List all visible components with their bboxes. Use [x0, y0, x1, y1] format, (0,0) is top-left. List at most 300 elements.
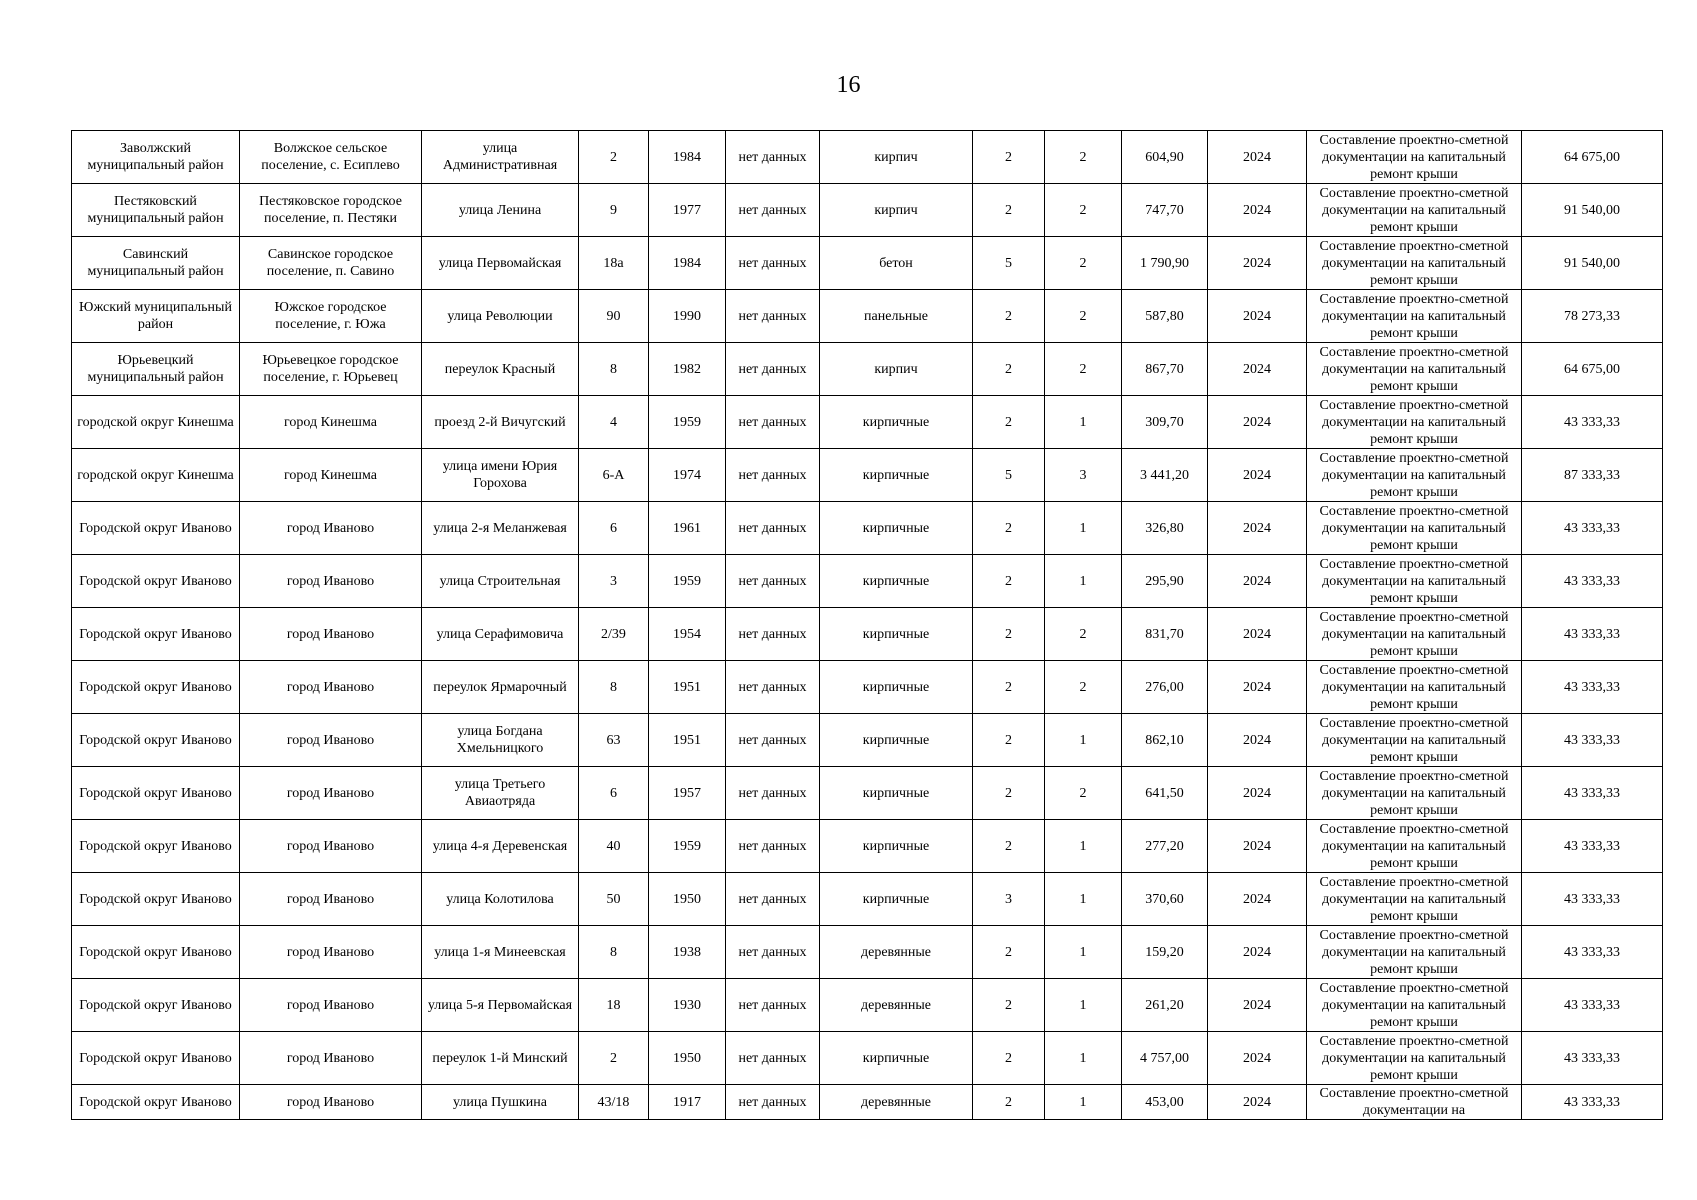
entrances-cell	[1045, 1032, 1122, 1085]
cost-cell	[1522, 555, 1663, 608]
settlement-cell-text: город Иваново	[286, 573, 375, 589]
cost-cell-text: 91 540,00	[1564, 202, 1620, 218]
floors-cell	[973, 1032, 1045, 1085]
wall-material-cell	[820, 714, 973, 767]
plan-year-cell	[1208, 343, 1307, 396]
work-type-cell-text: Составление проектно-сметной документации на капитальный ремонт крыши	[1319, 821, 1509, 871]
street-cell	[422, 131, 579, 184]
table-row	[72, 502, 1663, 555]
entrances-cell-text: 1	[1079, 732, 1087, 748]
extra-info-cell-text: нет данных	[738, 1050, 807, 1066]
house-number-cell	[579, 926, 649, 979]
street-cell	[422, 926, 579, 979]
wall-material-cell	[820, 979, 973, 1032]
municipality-cell	[72, 926, 240, 979]
entrances-cell	[1045, 396, 1122, 449]
plan-year-cell-text: 2024	[1243, 202, 1271, 218]
settlement-cell-text: город Иваново	[286, 732, 375, 748]
build-year-cell-text: 1984	[673, 255, 701, 271]
house-number-cell	[579, 873, 649, 926]
area-cell-text: 641,50	[1145, 785, 1184, 801]
street-cell-text: переулок Ярмарочный	[433, 679, 567, 695]
build-year-cell-text: 1951	[673, 679, 701, 695]
build-year-cell	[649, 661, 726, 714]
extra-info-cell-text: нет данных	[738, 679, 807, 695]
area-cell-text: 831,70	[1145, 626, 1184, 642]
wall-material-cell-text: кирпичные	[862, 467, 930, 483]
area-cell	[1122, 237, 1208, 290]
floors-cell	[973, 661, 1045, 714]
house-number-cell-text: 43/18	[597, 1094, 630, 1110]
cost-cell-text: 43 333,33	[1564, 626, 1620, 642]
area-cell	[1122, 767, 1208, 820]
area-cell	[1122, 555, 1208, 608]
house-number-cell-text: 90	[606, 308, 621, 324]
house-number-cell	[579, 131, 649, 184]
extra-info-cell	[726, 661, 820, 714]
floors-cell-text: 2	[1005, 573, 1012, 589]
plan-year-cell-text: 2024	[1243, 785, 1271, 801]
street-cell-text: улица Третьего Авиаотряда	[454, 777, 546, 809]
cost-cell-text: 64 675,00	[1564, 149, 1620, 165]
plan-year-cell	[1208, 237, 1307, 290]
wall-material-cell	[820, 661, 973, 714]
plan-year-cell	[1208, 767, 1307, 820]
build-year-cell-text: 1917	[673, 1094, 701, 1110]
floors-cell-text: 2	[1005, 785, 1012, 801]
house-number-cell	[579, 290, 649, 343]
extra-info-cell	[726, 608, 820, 661]
street-cell-text: улица Революции	[447, 308, 553, 324]
build-year-cell	[649, 555, 726, 608]
cost-cell	[1522, 714, 1663, 767]
settlement-cell-text: город Кинешма	[284, 414, 377, 430]
table-row	[72, 767, 1663, 820]
street-cell-text: проезд 2-й Вичугский	[434, 414, 566, 430]
entrances-cell-text: 1	[1079, 997, 1087, 1013]
wall-material-cell-text: кирпичные	[862, 1050, 930, 1066]
work-type-cell	[1307, 502, 1522, 555]
settlement-cell-text: Южское городское поселение, г. Южа	[274, 300, 387, 332]
plan-year-cell-text: 2024	[1243, 997, 1271, 1013]
extra-info-cell-text: нет данных	[738, 838, 807, 854]
municipality-cell	[72, 979, 240, 1032]
table-row	[72, 926, 1663, 979]
plan-year-cell	[1208, 555, 1307, 608]
wall-material-cell	[820, 290, 973, 343]
cost-cell	[1522, 767, 1663, 820]
cost-cell-text: 43 333,33	[1564, 679, 1620, 695]
entrances-cell	[1045, 502, 1122, 555]
build-year-cell-text: 1982	[673, 361, 701, 377]
plan-year-cell	[1208, 1032, 1307, 1085]
municipality-cell-text: Городской округ Иваново	[79, 732, 232, 748]
table-row	[72, 343, 1663, 396]
house-number-cell-text: 9	[610, 202, 617, 218]
wall-material-cell	[820, 502, 973, 555]
area-cell	[1122, 979, 1208, 1032]
cost-cell	[1522, 1085, 1663, 1120]
municipality-cell-text: Городской округ Иваново	[79, 520, 232, 536]
cost-cell	[1522, 449, 1663, 502]
table-row	[72, 396, 1663, 449]
settlement-cell	[240, 555, 422, 608]
entrances-cell-text: 1	[1079, 838, 1087, 854]
wall-material-cell-text: панельные	[864, 308, 928, 324]
house-number-cell-text: 63	[606, 732, 621, 748]
entrances-cell-text: 1	[1079, 520, 1087, 536]
floors-cell	[973, 1085, 1045, 1120]
extra-info-cell	[726, 1085, 820, 1120]
street-cell	[422, 502, 579, 555]
settlement-cell-text: город Иваново	[286, 1050, 375, 1066]
area-cell-text: 159,20	[1145, 944, 1184, 960]
plan-year-cell-text: 2024	[1243, 1050, 1271, 1066]
floors-cell-text: 2	[1005, 308, 1012, 324]
floors-cell	[973, 237, 1045, 290]
cost-cell	[1522, 184, 1663, 237]
cost-cell-text: 43 333,33	[1564, 1094, 1620, 1110]
municipality-cell-text: Городской округ Иваново	[79, 1094, 232, 1110]
floors-cell-text: 2	[1005, 1094, 1012, 1110]
area-cell-text: 4 757,00	[1140, 1050, 1189, 1066]
extra-info-cell-text: нет данных	[738, 149, 807, 165]
house-number-cell	[579, 502, 649, 555]
capital-repair-table	[71, 130, 1663, 1120]
build-year-cell	[649, 1085, 726, 1120]
wall-material-cell	[820, 555, 973, 608]
municipality-cell-text: Городской округ Иваново	[79, 573, 232, 589]
build-year-cell-text: 1974	[673, 467, 701, 483]
house-number-cell	[579, 449, 649, 502]
house-number-cell	[579, 714, 649, 767]
build-year-cell	[649, 926, 726, 979]
entrances-cell	[1045, 926, 1122, 979]
street-cell-text: улица Административная	[442, 141, 558, 173]
extra-info-cell-text: нет данных	[738, 202, 807, 218]
build-year-cell	[649, 1032, 726, 1085]
settlement-cell-text: город Иваново	[286, 785, 375, 801]
cost-cell	[1522, 926, 1663, 979]
plan-year-cell-text: 2024	[1243, 732, 1271, 748]
entrances-cell	[1045, 1085, 1122, 1120]
extra-info-cell-text: нет данных	[738, 255, 807, 271]
settlement-cell	[240, 131, 422, 184]
cost-cell	[1522, 608, 1663, 661]
build-year-cell	[649, 184, 726, 237]
work-type-cell	[1307, 555, 1522, 608]
wall-material-cell-text: кирпичные	[862, 679, 930, 695]
settlement-cell-text: город Иваново	[286, 520, 375, 536]
entrances-cell-text: 2	[1079, 626, 1087, 642]
settlement-cell	[240, 767, 422, 820]
floors-cell-text: 2	[1005, 414, 1012, 430]
entrances-cell-text: 1	[1079, 414, 1087, 430]
build-year-cell	[649, 502, 726, 555]
work-type-cell-text: Составление проектно-сметной документации на капитальный ремонт крыши	[1319, 503, 1509, 553]
cost-cell-text: 43 333,33	[1564, 414, 1620, 430]
street-cell-text: улица 2-я Меланжевая	[433, 520, 567, 536]
municipality-cell	[72, 1032, 240, 1085]
work-type-cell-text: Составление проектно-сметной документации на капитальный ремонт крыши	[1319, 397, 1509, 447]
entrances-cell-text: 1	[1079, 573, 1087, 589]
wall-material-cell	[820, 396, 973, 449]
area-cell	[1122, 184, 1208, 237]
street-cell-text: улица Первомайская	[438, 255, 562, 271]
entrances-cell	[1045, 184, 1122, 237]
plan-year-cell	[1208, 926, 1307, 979]
area-cell	[1122, 502, 1208, 555]
street-cell-text: улица 1-я Минеевская	[434, 944, 566, 960]
settlement-cell-text: Волжское сельское поселение, с. Есиплево	[261, 141, 400, 173]
wall-material-cell-text: кирпичные	[862, 414, 930, 430]
wall-material-cell	[820, 343, 973, 396]
settlement-cell-text: город Иваново	[286, 944, 375, 960]
area-cell-text: 295,90	[1145, 573, 1184, 589]
plan-year-cell	[1208, 1085, 1307, 1120]
work-type-cell-text: Составление проектно-сметной документации на капитальный ремонт крыши	[1319, 132, 1509, 182]
street-cell	[422, 979, 579, 1032]
wall-material-cell	[820, 184, 973, 237]
extra-info-cell-text: нет данных	[738, 891, 807, 907]
table-row	[72, 873, 1663, 926]
table-row	[72, 290, 1663, 343]
work-type-cell-text: Составление проектно-сметной документации на капитальный ремонт крыши	[1319, 715, 1509, 765]
municipality-cell	[72, 555, 240, 608]
house-number-cell	[579, 661, 649, 714]
work-type-cell	[1307, 184, 1522, 237]
build-year-cell-text: 1959	[673, 573, 701, 589]
build-year-cell	[649, 873, 726, 926]
wall-material-cell-text: кирпичные	[862, 732, 930, 748]
entrances-cell	[1045, 873, 1122, 926]
build-year-cell	[649, 820, 726, 873]
area-cell-text: 867,70	[1145, 361, 1184, 377]
wall-material-cell-text: кирпичные	[862, 891, 930, 907]
municipality-cell	[72, 1085, 240, 1120]
extra-info-cell	[726, 502, 820, 555]
settlement-cell	[240, 979, 422, 1032]
municipality-cell	[72, 608, 240, 661]
area-cell	[1122, 449, 1208, 502]
plan-year-cell	[1208, 820, 1307, 873]
table-row	[72, 979, 1663, 1032]
entrances-cell-text: 1	[1079, 1094, 1087, 1110]
area-cell-text: 277,20	[1145, 838, 1184, 854]
street-cell-text: улица 4-я Деревенская	[432, 838, 568, 854]
build-year-cell-text: 1961	[673, 520, 701, 536]
floors-cell-text: 2	[1005, 361, 1012, 377]
floors-cell-text: 3	[1005, 891, 1012, 907]
plan-year-cell-text: 2024	[1243, 1094, 1271, 1110]
extra-info-cell-text: нет данных	[738, 997, 807, 1013]
street-cell-text: переулок 1-й Минский	[432, 1050, 568, 1066]
wall-material-cell-text: кирпичные	[862, 626, 930, 642]
extra-info-cell	[726, 714, 820, 767]
plan-year-cell-text: 2024	[1243, 467, 1271, 483]
plan-year-cell-text: 2024	[1243, 679, 1271, 695]
extra-info-cell	[726, 237, 820, 290]
table-row	[72, 449, 1663, 502]
extra-info-cell-text: нет данных	[738, 1094, 807, 1110]
floors-cell-text: 2	[1005, 520, 1012, 536]
cost-cell	[1522, 502, 1663, 555]
municipality-cell-text: Городской округ Иваново	[79, 1050, 232, 1066]
floors-cell	[973, 290, 1045, 343]
table-row	[72, 608, 1663, 661]
plan-year-cell-text: 2024	[1243, 414, 1271, 430]
settlement-cell	[240, 714, 422, 767]
area-cell	[1122, 1032, 1208, 1085]
floors-cell	[973, 873, 1045, 926]
municipality-cell	[72, 873, 240, 926]
area-cell	[1122, 661, 1208, 714]
work-type-cell-text: Составление проектно-сметной документации на капитальный ремонт крыши	[1319, 609, 1509, 659]
cost-cell-text: 43 333,33	[1564, 1050, 1620, 1066]
municipality-cell-text: Городской округ Иваново	[79, 785, 232, 801]
extra-info-cell	[726, 979, 820, 1032]
extra-info-cell-text: нет данных	[738, 573, 807, 589]
floors-cell-text: 2	[1005, 626, 1012, 642]
extra-info-cell	[726, 184, 820, 237]
municipality-cell	[72, 714, 240, 767]
settlement-cell-text: город Иваново	[286, 997, 375, 1013]
wall-material-cell-text: деревянные	[860, 944, 932, 960]
cost-cell	[1522, 343, 1663, 396]
floors-cell-text: 5	[1005, 467, 1012, 483]
area-cell-text: 862,10	[1145, 732, 1184, 748]
house-number-cell	[579, 608, 649, 661]
plan-year-cell	[1208, 714, 1307, 767]
build-year-cell	[649, 396, 726, 449]
table-row	[72, 714, 1663, 767]
entrances-cell	[1045, 237, 1122, 290]
entrances-cell	[1045, 714, 1122, 767]
extra-info-cell-text: нет данных	[738, 308, 807, 324]
area-cell-text: 261,20	[1145, 997, 1184, 1013]
cost-cell-text: 78 273,33	[1564, 308, 1620, 324]
area-cell-text: 1 790,90	[1140, 255, 1189, 271]
floors-cell-text: 2	[1005, 149, 1012, 165]
settlement-cell	[240, 290, 422, 343]
municipality-cell-text: Пестяковский муниципальный район	[87, 194, 224, 226]
build-year-cell	[649, 343, 726, 396]
area-cell	[1122, 820, 1208, 873]
entrances-cell	[1045, 661, 1122, 714]
street-cell-text: переулок Красный	[444, 361, 556, 377]
plan-year-cell-text: 2024	[1243, 626, 1271, 642]
floors-cell	[973, 714, 1045, 767]
floors-cell	[973, 767, 1045, 820]
table-row	[72, 1085, 1663, 1120]
wall-material-cell-text: кирпич	[874, 361, 918, 377]
work-type-cell-text: Составление проектно-сметной документации на капитальный ремонт крыши	[1319, 768, 1509, 818]
street-cell	[422, 343, 579, 396]
wall-material-cell-text: кирпичные	[862, 520, 930, 536]
house-number-cell-text: 2/39	[601, 626, 626, 642]
settlement-cell	[240, 1085, 422, 1120]
cost-cell	[1522, 131, 1663, 184]
settlement-cell	[240, 184, 422, 237]
work-type-cell-text: Составление проектно-сметной документации на капитальный ремонт крыши	[1319, 344, 1509, 394]
cost-cell-text: 91 540,00	[1564, 255, 1620, 271]
street-cell	[422, 1085, 579, 1120]
cost-cell	[1522, 979, 1663, 1032]
house-number-cell	[579, 1085, 649, 1120]
build-year-cell	[649, 714, 726, 767]
house-number-cell	[579, 767, 649, 820]
work-type-cell-text: Составление проектно-сметной документации на капитальный ремонт крыши	[1319, 291, 1509, 341]
wall-material-cell	[820, 1032, 973, 1085]
house-number-cell-text: 6	[610, 520, 617, 536]
house-number-cell	[579, 979, 649, 1032]
street-cell	[422, 184, 579, 237]
area-cell	[1122, 343, 1208, 396]
wall-material-cell-text: кирпичные	[862, 573, 930, 589]
street-cell-text: улица Строительная	[439, 573, 561, 589]
entrances-cell	[1045, 131, 1122, 184]
work-type-cell	[1307, 290, 1522, 343]
build-year-cell-text: 1959	[673, 838, 701, 854]
cost-cell-text: 43 333,33	[1564, 944, 1620, 960]
cost-cell	[1522, 661, 1663, 714]
floors-cell-text: 2	[1005, 838, 1012, 854]
plan-year-cell-text: 2024	[1243, 520, 1271, 536]
build-year-cell-text: 1990	[673, 308, 701, 324]
floors-cell	[973, 396, 1045, 449]
extra-info-cell	[726, 396, 820, 449]
settlement-cell	[240, 608, 422, 661]
floors-cell	[973, 926, 1045, 979]
build-year-cell-text: 1951	[673, 732, 701, 748]
wall-material-cell-text: кирпич	[874, 202, 918, 218]
build-year-cell-text: 1957	[673, 785, 701, 801]
entrances-cell-text: 2	[1079, 202, 1087, 218]
entrances-cell-text: 1	[1079, 1050, 1087, 1066]
wall-material-cell-text: деревянные	[860, 997, 932, 1013]
house-number-cell	[579, 184, 649, 237]
area-cell	[1122, 396, 1208, 449]
entrances-cell	[1045, 608, 1122, 661]
street-cell	[422, 290, 579, 343]
work-type-cell-text: Составление проектно-сметной документации на капитальный ремонт крыши	[1319, 238, 1509, 288]
wall-material-cell	[820, 926, 973, 979]
settlement-cell	[240, 449, 422, 502]
area-cell-text: 276,00	[1145, 679, 1184, 695]
settlement-cell-text: Пестяковское городское поселение, п. Пестяки	[259, 194, 402, 226]
municipality-cell	[72, 820, 240, 873]
house-number-cell-text: 2	[610, 149, 617, 165]
area-cell	[1122, 1085, 1208, 1120]
plan-year-cell	[1208, 290, 1307, 343]
work-type-cell-text: Составление проектно-сметной документации на капитальный ремонт крыши	[1319, 927, 1509, 977]
municipality-cell	[72, 184, 240, 237]
work-type-cell-text: Составление проектно-сметной документации на капитальный ремонт крыши	[1319, 662, 1509, 712]
work-type-cell-text: Составление проектно-сметной документации на капитальный ремонт крыши	[1319, 874, 1509, 924]
settlement-cell	[240, 396, 422, 449]
settlement-cell	[240, 502, 422, 555]
build-year-cell-text: 1930	[673, 997, 701, 1013]
house-number-cell	[579, 396, 649, 449]
page-number: 16	[836, 72, 861, 98]
extra-info-cell-text: нет данных	[738, 785, 807, 801]
build-year-cell-text: 1950	[673, 891, 701, 907]
wall-material-cell-text: кирпичные	[862, 785, 930, 801]
wall-material-cell	[820, 237, 973, 290]
entrances-cell-text: 2	[1079, 308, 1087, 324]
cost-cell	[1522, 820, 1663, 873]
cost-cell	[1522, 290, 1663, 343]
